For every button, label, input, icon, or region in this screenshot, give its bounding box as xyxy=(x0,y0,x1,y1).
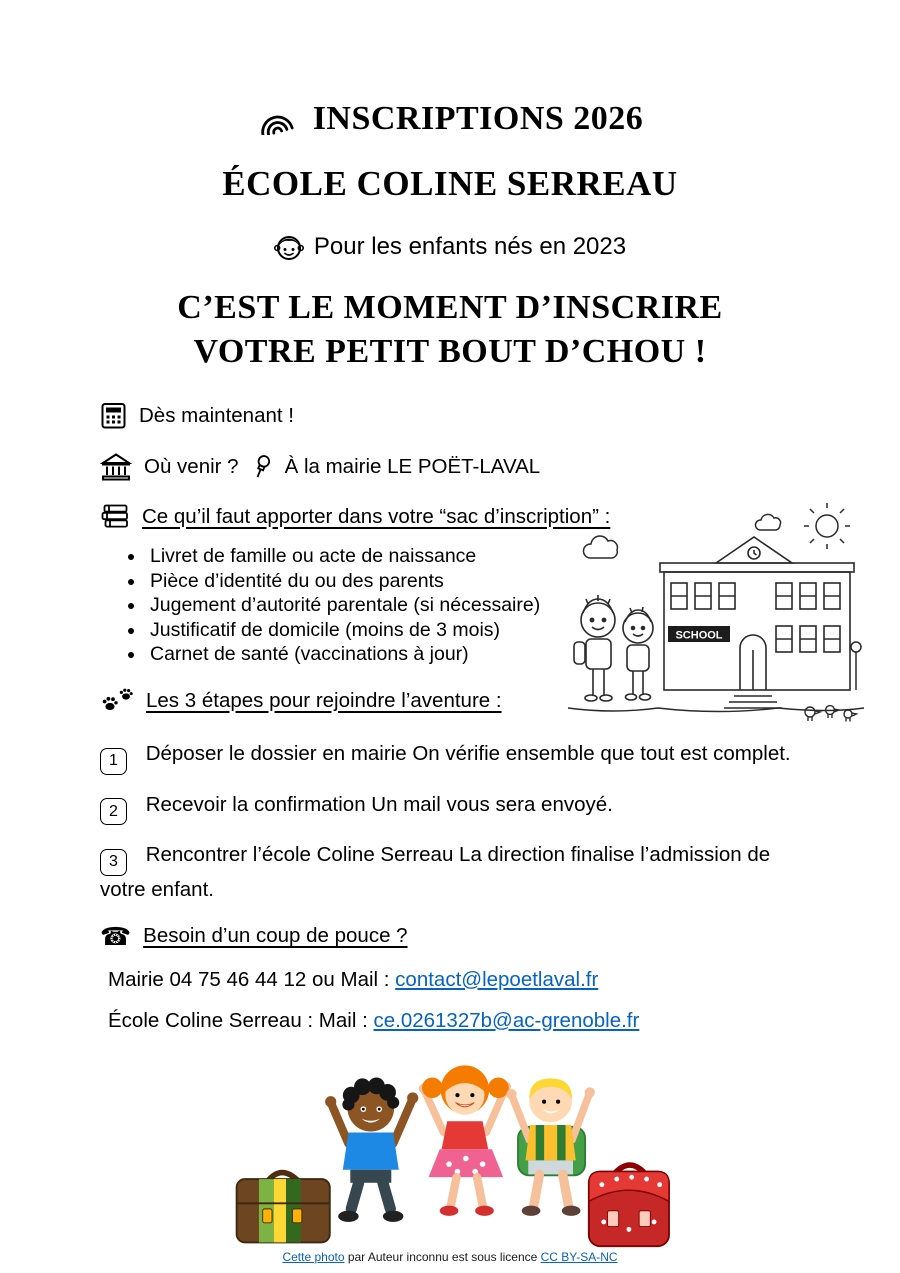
credit-photo-link[interactable]: Cette photo xyxy=(282,1249,345,1264)
step-1-text: Déposer le dossier en mairie On vérifie ensemble que tout est complet. xyxy=(145,742,791,765)
audience-text: Pour les enfants nés en 2023 xyxy=(313,233,627,260)
credit-license-link[interactable]: CC BY-SA-NC xyxy=(540,1249,618,1264)
school-line-art-illustration xyxy=(564,500,866,728)
satchel-left-image xyxy=(237,1172,330,1242)
pushpin-icon xyxy=(251,453,273,480)
bring-title: Ce qu’il faut apporter dans votre “sac d’inscription” : xyxy=(142,504,611,528)
step-3-text: Rencontrer l’école Coline Serreau La direction finalise l’admission de votre enfant. xyxy=(100,843,771,901)
school-sign-text: SCHOOL xyxy=(675,629,723,642)
phone-icon: ☎ xyxy=(100,921,132,951)
bring-item: • Livret de famille ou acte de naissance xyxy=(146,544,800,569)
headline: C’EST LE MOMENT D’INSCRIRE VOTRE PETIT BOUT D’CHOU ! xyxy=(177,289,723,370)
help-title-line xyxy=(100,921,800,951)
townhall-building-icon xyxy=(100,452,132,481)
child-girl-pink-skirt xyxy=(419,1065,511,1215)
page-title xyxy=(0,100,900,138)
step-2 xyxy=(100,791,800,826)
step-1-number: 1 xyxy=(100,748,127,775)
calendar-icon xyxy=(100,401,127,430)
bring-item: • Pièce d’identité du ou des parents xyxy=(146,569,800,594)
contact-mairie-text: Mairie 04 75 46 44 12 ou Mail : xyxy=(108,967,396,991)
contact-school-email-link[interactable]: ce.0261327b@ac-grenoble.fr xyxy=(373,1008,640,1032)
child-boy-green-backpack xyxy=(506,1078,595,1215)
where-question: Où venir ? xyxy=(144,454,239,478)
paw-prints-icon xyxy=(100,687,134,714)
step-1 xyxy=(100,740,800,775)
step-2-text: Recevoir la confirmation Un mail vous sera envoyé. xyxy=(145,792,613,816)
help-title: Besoin d’un coup de pouce ? xyxy=(143,924,408,947)
steps-title: Les 3 étapes pour rejoindre l’aventure : xyxy=(146,688,502,712)
birds-line-art xyxy=(805,706,857,722)
satchel-right-image xyxy=(589,1165,669,1246)
bring-item: • Carnet de santé (vaccinations à jour) xyxy=(146,642,800,667)
step-3 xyxy=(100,841,800,904)
cloud-icon xyxy=(583,514,780,558)
title-text: INSCRIPTIONS 2026 xyxy=(312,100,644,137)
contact-school-text: École Coline Serreau : Mail : xyxy=(108,1008,374,1032)
when-text: Dès maintenant ! xyxy=(139,403,294,427)
audience-line xyxy=(0,232,900,262)
image-credit-caption xyxy=(0,1250,900,1264)
bring-item: • Jugement d’autorité parentale (si nécessaire) xyxy=(146,593,800,618)
school-name: ÉCOLE COLINE SERREAU xyxy=(222,164,678,203)
where-answer: À la mairie LE POËT-LAVAL xyxy=(284,454,541,478)
where-line xyxy=(100,452,800,481)
books-stack-icon xyxy=(100,503,130,530)
step-2-number: 2 xyxy=(100,798,127,825)
bring-item: • Justificatif de domicile (moins de 3 mois) xyxy=(146,618,800,643)
rainbow-icon xyxy=(257,103,299,135)
credit-middle-text: par Auteur inconnu est sous licence xyxy=(344,1249,541,1264)
contact-school-line xyxy=(100,1009,800,1033)
kids-line-art xyxy=(574,595,653,701)
baby-face-icon xyxy=(274,232,304,262)
contact-mairie-email-link[interactable]: contact@lepoetlaval.fr xyxy=(395,967,599,991)
child-blue-shirt xyxy=(325,1077,418,1221)
contact-mairie-line xyxy=(100,968,800,992)
children-jumping-image xyxy=(0,1043,900,1248)
sun-icon xyxy=(804,503,850,549)
step-3-number: 3 xyxy=(100,849,127,876)
when-line xyxy=(100,401,800,430)
